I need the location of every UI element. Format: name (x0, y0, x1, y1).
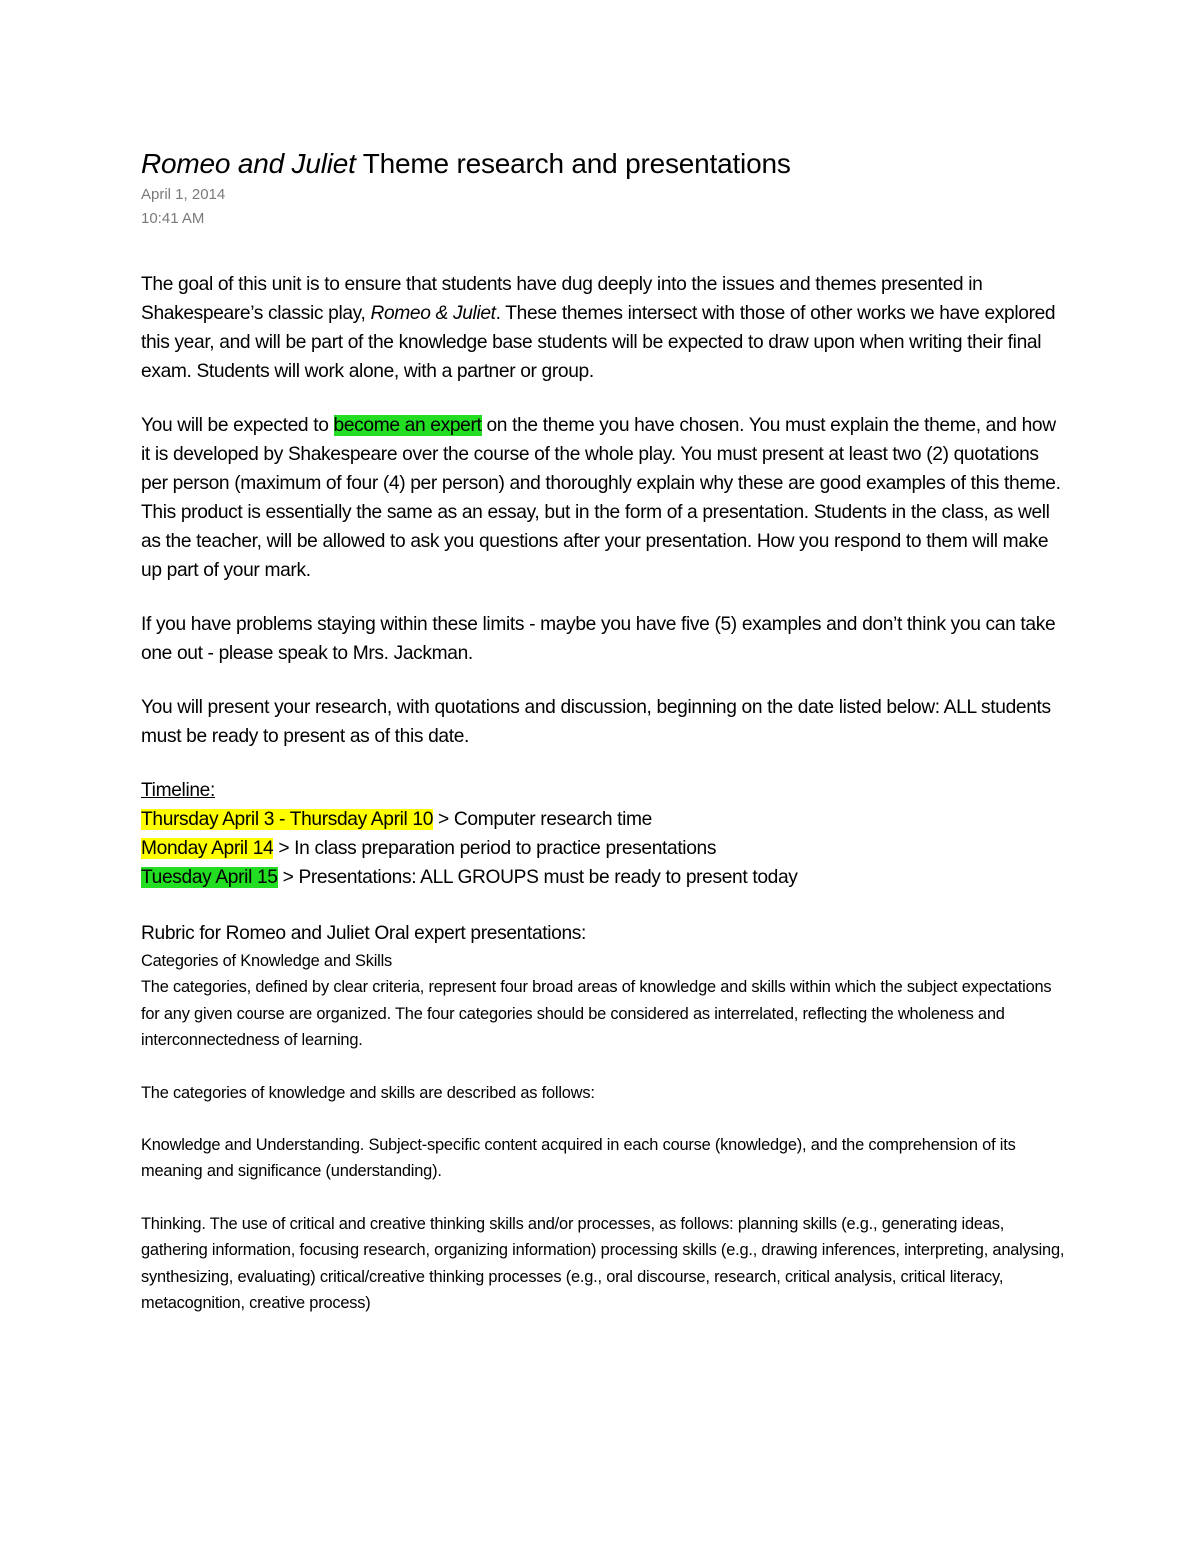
date-stamp: April 1, 2014 (141, 186, 226, 203)
page-title (141, 145, 1066, 183)
paragraph-goal-a: The goal of this unit is to ensure that students have dug deeply into the issues and themes presented in Shakespeare’s classic play, (141, 274, 983, 324)
paragraph-goal (141, 270, 1066, 386)
highlight-expert: become an expert (333, 415, 482, 436)
timeline-date-highlight: Tuesday April 15 (141, 867, 278, 888)
timeline-desc: > Computer research time (433, 809, 652, 830)
paragraph-expectations (141, 411, 1066, 585)
rubric-intro: The categories, defined by clear criteria, represent four broad areas of knowledge and skills within which the subject expectations for any given course are organized. The four categories should be considered as interrelated, reflecting the wholeness and interconnectedness of learning. (141, 978, 1052, 1050)
timeline-heading: Timeline: (141, 780, 215, 801)
timeline-section (141, 776, 1066, 892)
time-stamp: 10:41 AM (141, 210, 205, 227)
timeline-desc: > In class preparation period to practice presentations (273, 838, 717, 859)
timeline-date-highlight: Monday April 14 (141, 838, 274, 859)
paragraph-goal-b: . These themes intersect with those of other works we have explored this year, and will be part of the knowledge base students will be expected to draw upon when writing their final exam. Students will work alone, with a partner or group. (141, 303, 1056, 382)
play-title-italic: Romeo & Juliet (370, 303, 496, 324)
rubric-knowledge: Knowledge and Understanding. Subject-specific content acquired in each course (knowledge), and the comprehension of its meaning and significance (understanding). (141, 1136, 1016, 1181)
rubric-thinking: Thinking. The use of critical and creative thinking skills and/or processes, as follows: planning skills (e.g., generating ideas, gathering information, focusing research, organizing information) processing skills (e.g., drawing inferences, interpreting, analysing, synthesizing, evaluating) critical/creative thinking processes (e.g., oral discourse, research, critical analysis, critical literacy, metacognition, creative process) (141, 1214, 1065, 1313)
paragraph-present: You will present your research, with quotations and discussion, beginning on the date listed below: ALL students must be ready to present as of this date. (141, 697, 1051, 747)
document-page (141, 145, 1066, 1316)
title-italic: Romeo and Juliet (141, 148, 356, 179)
timeline-row (141, 834, 1066, 863)
title-rest: Theme research and presentations (355, 148, 791, 179)
paragraph-expectations-b: on the theme you have chosen. You must explain the theme, and how it is developed by Shakespeare over the course of the whole play. You must present at least two (2) quotations per person (maximum of four (4) per person) and thoroughly explain why these are good examples of this theme. This product is essentially the same as an essay, but in the form of a presentation. Students in the class, as well as the teacher, will be allowed to ask you questions after your presentation. How you respond to them will make up part of your mark. (141, 415, 1061, 581)
rubric-subheading: Categories of Knowledge and Skills (141, 952, 393, 970)
timeline-row (141, 863, 1066, 892)
timeline-row (141, 805, 1066, 834)
timeline-desc: > Presentations: ALL GROUPS must be ready to present today (277, 867, 798, 888)
paragraph-expectations-a: You will be expected to (141, 415, 334, 436)
rubric-heading: Rubric for Romeo and Juliet Oral expert presentations: (141, 923, 587, 944)
paragraph-limits: If you have problems staying within these limits - maybe you have five (5) examples and don’t think you can take one out - please speak to Mrs. Jackman. (141, 614, 1056, 664)
timeline-date-highlight: Thursday April 3 - Thursday April 10 (141, 809, 434, 830)
rubric-described: The categories of knowledge and skills are described as follows: (141, 1083, 595, 1102)
